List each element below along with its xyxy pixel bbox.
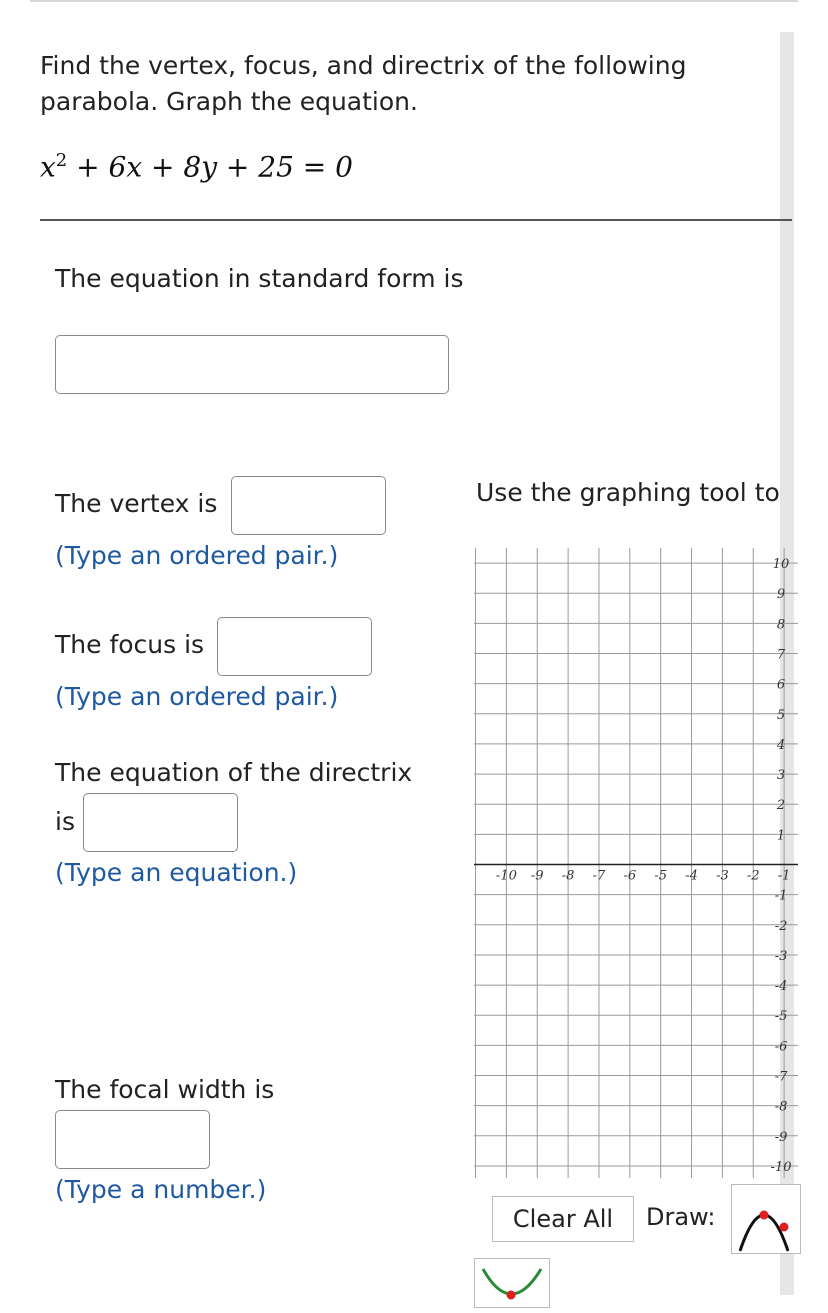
y-tick-label: -1	[774, 888, 788, 904]
equation-exponent: 2	[55, 150, 68, 171]
coordinate-grid[interactable]	[474, 548, 798, 1178]
focal-width-label: The focal width is	[55, 1075, 275, 1104]
graph-instruction: Use the graphing tool to	[476, 478, 780, 507]
vertex-input[interactable]	[231, 476, 386, 535]
x-tick-label: -4	[685, 868, 698, 884]
y-tick-label: 3	[776, 768, 786, 784]
y-tick-label: 7	[776, 647, 786, 663]
directrix-hint: (Type an equation.)	[55, 858, 298, 887]
y-tick-label: 2	[776, 798, 786, 814]
x-tick-label: -6	[623, 868, 637, 884]
y-tick-label: -9	[774, 1129, 788, 1145]
y-tick-label: 5	[776, 707, 786, 723]
y-tick-label: 10	[772, 557, 790, 573]
directrix-label: The equation of the directrix	[55, 758, 413, 787]
focus-label: The focus is	[55, 630, 205, 659]
focal-width-input[interactable]	[55, 1110, 210, 1169]
y-tick-label: -10	[770, 1159, 792, 1175]
parabola-up-tool-icon	[475, 1259, 551, 1309]
directrix-input[interactable]	[83, 793, 238, 852]
y-tick-label: 1	[776, 828, 786, 844]
x-tick-label: -2	[746, 868, 760, 884]
y-tick-label: 6	[776, 677, 786, 693]
y-tick-label: -6	[774, 1039, 788, 1055]
graph-area[interactable]	[474, 548, 798, 1178]
y-tick-label: 4	[776, 737, 786, 753]
y-tick-label: 9	[776, 587, 786, 603]
top-rule	[30, 0, 798, 2]
x-tick-label: -9	[530, 868, 544, 884]
vertex-label: The vertex is	[55, 489, 218, 518]
parabola-up-tool-button[interactable]	[474, 1258, 550, 1308]
x-tick-label: -3	[716, 868, 729, 884]
focal-width-hint: (Type a number.)	[55, 1175, 267, 1204]
focus-hint: (Type an ordered pair.)	[55, 682, 339, 711]
y-tick-label: -3	[774, 948, 788, 964]
equation-rest: + 6x + 8y + 25 = 0	[67, 150, 353, 184]
x-tick-label: -7	[592, 868, 606, 884]
section-divider	[40, 219, 792, 221]
x-tick-label: -1	[777, 868, 791, 884]
directrix-label-is: is	[55, 807, 75, 836]
x-tick-label: -10	[495, 868, 517, 884]
y-tick-label: -2	[774, 918, 788, 934]
y-tick-label: 8	[776, 617, 786, 633]
y-tick-label: -7	[774, 1069, 788, 1085]
focus-input[interactable]	[217, 617, 372, 676]
parabola-down-tool-button[interactable]	[731, 1184, 801, 1254]
question-equation	[40, 150, 353, 183]
x-tick-label: -5	[654, 868, 668, 884]
clear-all-button[interactable]: Clear All	[492, 1196, 634, 1242]
draw-label: Draw:	[646, 1203, 716, 1231]
y-tick-label: -8	[774, 1099, 788, 1115]
standard-form-input[interactable]	[55, 335, 449, 394]
y-tick-label: -4	[774, 979, 788, 995]
y-tick-label: -5	[774, 1009, 788, 1025]
x-tick-label: -8	[561, 868, 575, 884]
vertex-hint: (Type an ordered pair.)	[55, 541, 339, 570]
equation-term-x: x	[40, 150, 56, 184]
parabola-down-tool-icon	[732, 1185, 802, 1255]
question-prompt: Find the vertex, focus, and directrix of the following parabola. Graph the equation.	[40, 51, 687, 116]
standard-form-label: The equation in standard form is	[55, 264, 464, 293]
